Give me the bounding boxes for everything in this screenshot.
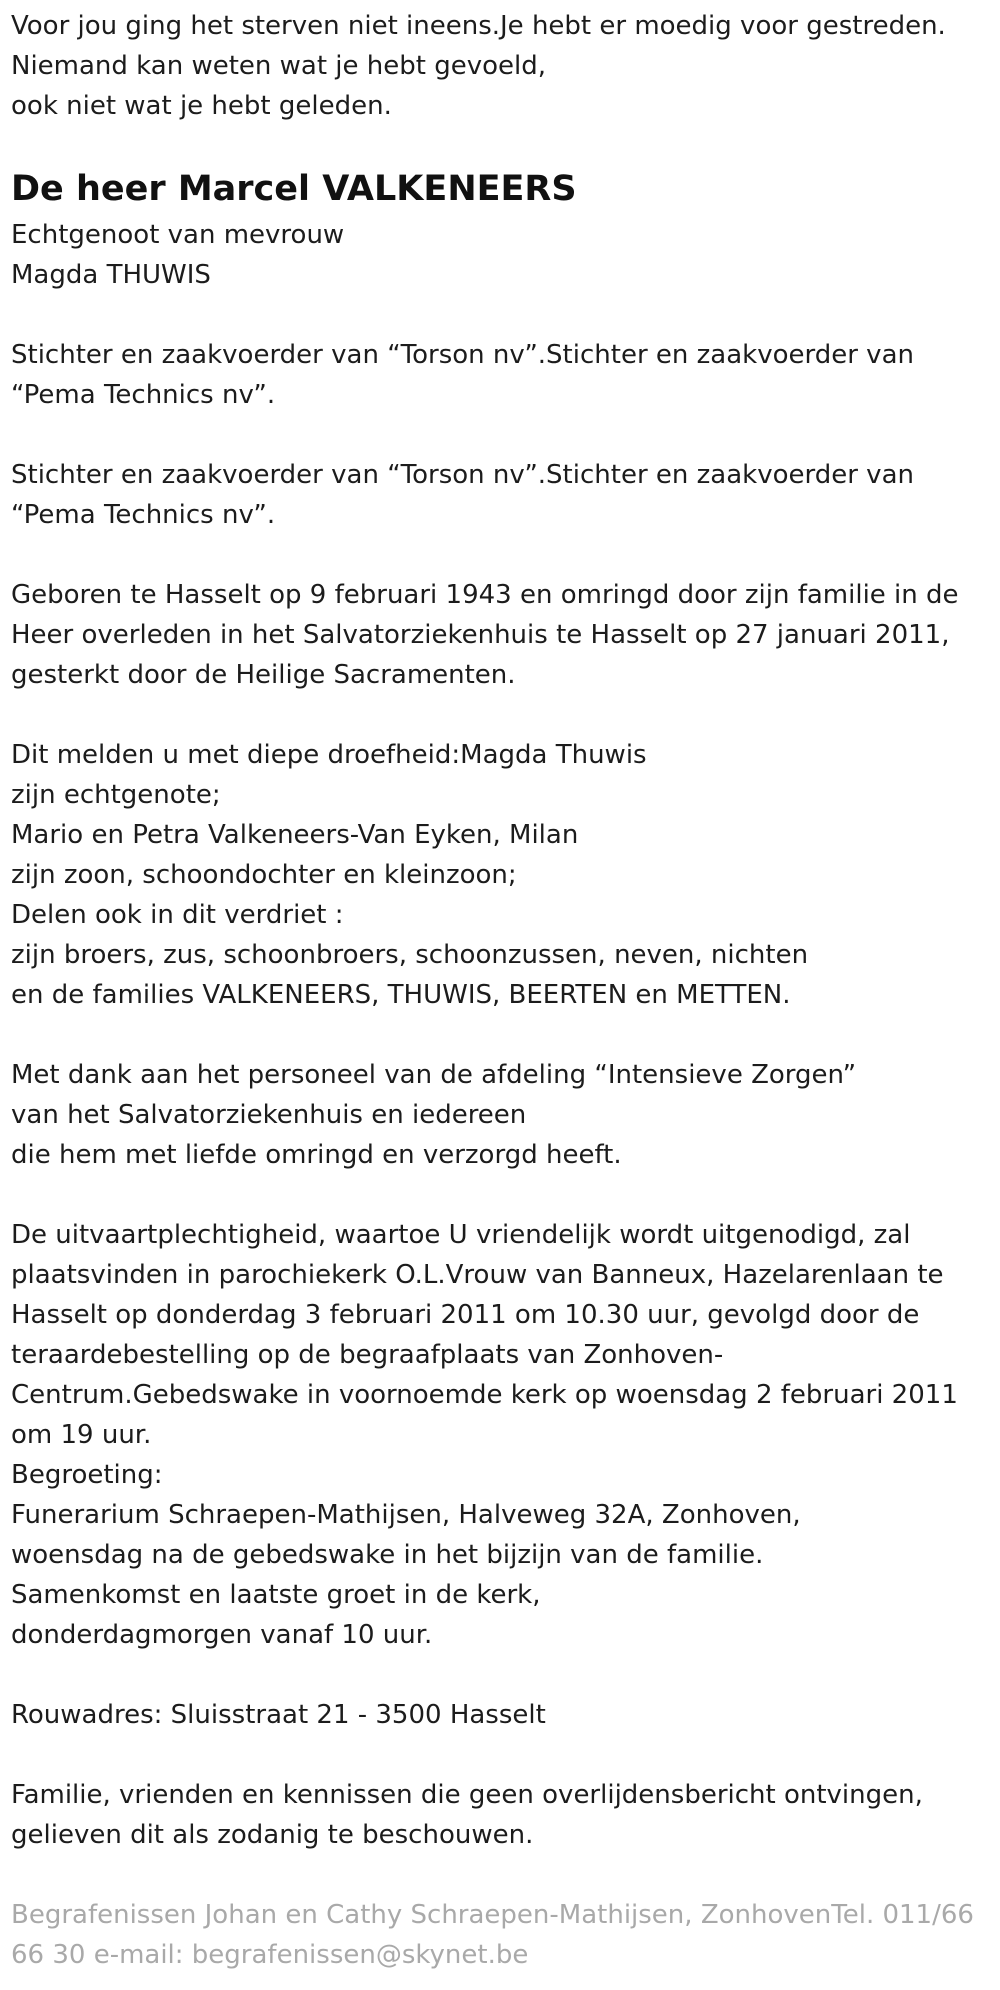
closing-paragraph [11, 1775, 991, 1855]
closing-line: gelieven dit als zodanig te beschouwen. [11, 1820, 534, 1850]
birth-death-line: gesterkt door de Heilige Sacramenten. [11, 660, 516, 690]
announcement-line: Delen ook in dit verdriet : [11, 900, 344, 930]
ceremony-line: teraardebestelling op de begraafplaats van Zonhoven- [11, 1340, 724, 1370]
announcement-line: Dit melden u met diepe droefheid:Magda Thuwis [11, 740, 647, 770]
announcement-line: zijn zoon, schoondochter en kleinzoon; [11, 860, 517, 890]
announcement-line: en de families VALKENEERS, THUWIS, BEERTEN en METTEN. [11, 980, 791, 1010]
announcement-line: zijn broers, zus, schoonbroers, schoonzussen, neven, nichten [11, 940, 809, 970]
founder-line: Stichter en zaakvoerder van “Torson nv”.Stichter en zaakvoerder van [11, 460, 914, 490]
poem-line: Voor jou ging het sterven niet ineens.Je hebt er moedig voor gestreden. [11, 11, 946, 41]
spouse-info [11, 215, 991, 295]
announcement-line: Mario en Petra Valkeneers-Van Eyken, Milan [11, 820, 579, 850]
thanks-line: van het Salvatorziekenhuis en iedereen [11, 1100, 527, 1130]
founder-paragraph-repeat [11, 455, 991, 535]
founder-paragraph [11, 335, 991, 415]
thanks-paragraph [11, 1055, 991, 1175]
birth-death-line: Geboren te Hasselt op 9 februari 1943 en omringd door zijn familie in de [11, 580, 959, 610]
ceremony-line: om 19 uur. [11, 1420, 152, 1450]
thanks-line: Met dank aan het personeel van de afdeling “Intensieve Zorgen” [11, 1060, 857, 1090]
announcement-line: zijn echtgenote; [11, 780, 221, 810]
footer-line: 66 30 e-mail: begrafenissen@skynet.be [11, 1940, 529, 1970]
memorial-poem [11, 0, 991, 126]
spouse-line: Magda THUWIS [11, 260, 211, 290]
ceremony-line: Funerarium Schraepen-Mathijsen, Halveweg 32A, Zonhoven, [11, 1500, 801, 1530]
poem-line: ook niet wat je hebt geleden. [11, 91, 392, 121]
funeral-home-footer [11, 1895, 991, 1975]
ceremony-line: woensdag na de gebedswake in het bijzijn van de familie. [11, 1540, 764, 1570]
ceremony-line: plaatsvinden in parochiekerk O.L.Vrouw van Banneux, Hazelarenlaan te [11, 1260, 944, 1290]
ceremony-paragraph [11, 1215, 991, 1655]
founder-line: Stichter en zaakvoerder van “Torson nv”.Stichter en zaakvoerder van [11, 340, 914, 370]
spouse-line: Echtgenoot van mevrouw [11, 220, 345, 250]
ceremony-line: De uitvaartplechtigheid, waartoe U vriendelijk wordt uitgenodigd, zal [11, 1220, 911, 1250]
closing-line: Familie, vrienden en kennissen die geen overlijdensbericht ontvingen, [11, 1780, 923, 1810]
thanks-line: die hem met liefde omringd en verzorgd heeft. [11, 1140, 622, 1170]
ceremony-line: Begroeting: [11, 1460, 163, 1490]
footer-line: Begrafenissen Johan en Cathy Schraepen-Mathijsen, ZonhovenTel. 011/66 [11, 1900, 974, 1930]
founder-line: “Pema Technics nv”. [11, 380, 276, 410]
address-paragraph [11, 1695, 991, 1735]
poem-line: Niemand kan weten wat je hebt gevoeld, [11, 51, 547, 81]
ceremony-line: Samenkomst en laatste groet in de kerk, [11, 1580, 541, 1610]
deceased-name-heading: De heer Marcel VALKENEERS [11, 169, 577, 209]
founder-line: “Pema Technics nv”. [11, 500, 276, 530]
ceremony-line: Hasselt op donderdag 3 februari 2011 om 10.30 uur, gevolgd door de [11, 1300, 920, 1330]
announcement-paragraph [11, 735, 991, 1015]
birth-death-line: Heer overleden in het Salvatorziekenhuis te Hasselt op 27 januari 2011, [11, 620, 950, 650]
address-line: Rouwadres: Sluisstraat 21 - 3500 Hasselt [11, 1700, 546, 1730]
birth-death-paragraph [11, 575, 991, 695]
ceremony-line: Centrum.Gebedswake in voornoemde kerk op woensdag 2 februari 2011 [11, 1380, 958, 1410]
ceremony-line: donderdagmorgen vanaf 10 uur. [11, 1620, 433, 1650]
obituary-document [11, 0, 991, 1975]
